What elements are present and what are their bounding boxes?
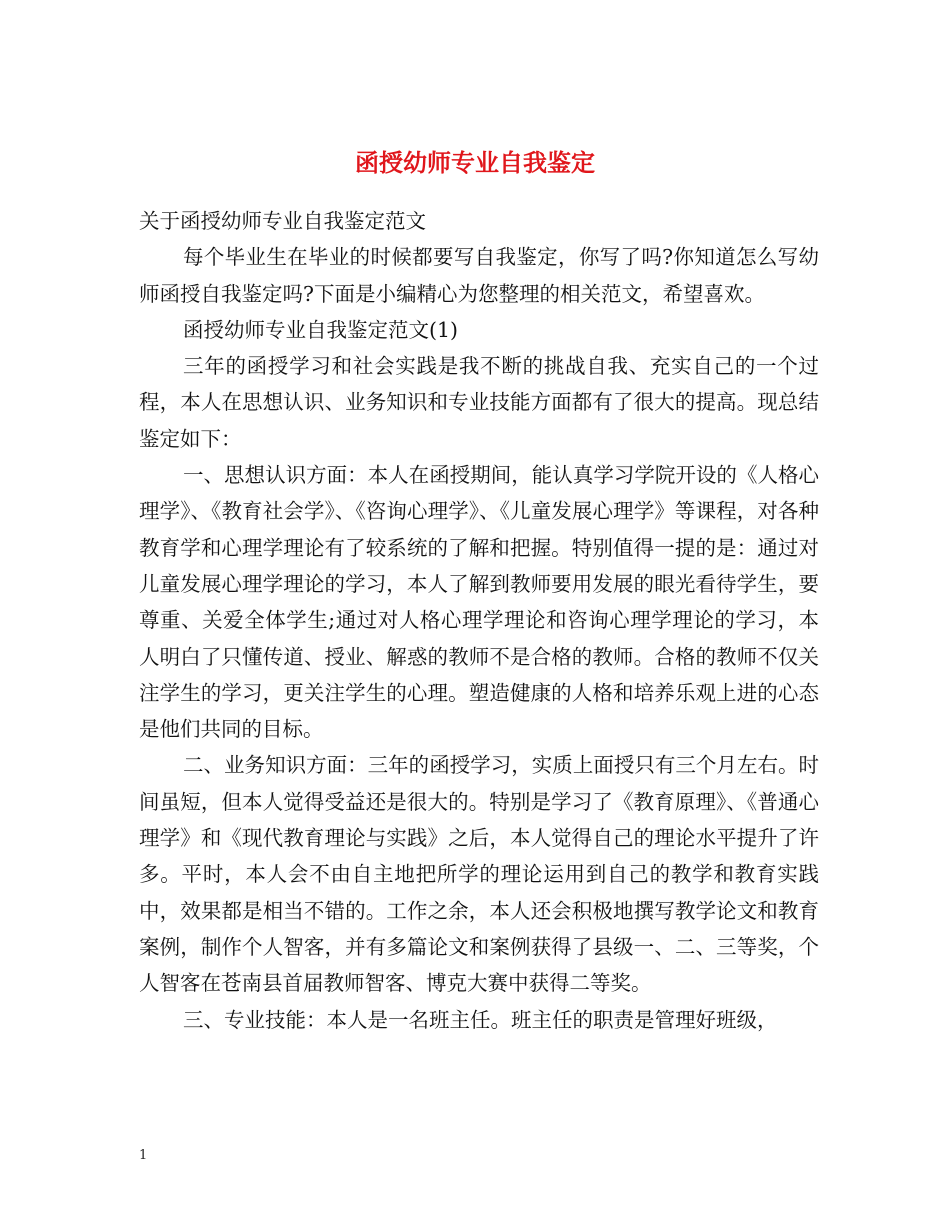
body-paragraph: 一、思想认识方面：本人在函授期间，能认真学习学院开设的《人格心理学》、《教育社会学》、《咨询心理学》、《儿童发展心理学》等课程，对各种教育学和心理学理论有了较系统的了解和把握。特别值得一提的是：通过对儿童发展心理学理论的学习，本人了解到教师要用发展的眼光看待学生，要尊重、关爱全体学生;通过对人格心理学理论和咨询心理学理论的学习，本人明白了只懂传道、授业、解惑的教师不是合格的教师。合格的教师不仅关注学生的学习，更关注学生的心理。塑造健康的人格和培养乐观上进的心态是他们共同的目标。 [139,463,819,742]
subtitle-paragraph: 关于函授幼师专业自我鉴定范文 [139,209,426,233]
section-heading: 函授幼师专业自我鉴定范文(1) [183,317,459,342]
body-paragraph: 三、专业技能：本人是一名班主任。班主任的职责是管理好班级， [183,1007,778,1032]
body-paragraph: 三年的函授学习和社会实践是我不断的挑战自我、充实自己的一个过程，本人在思想认识、业务知识和专业技能方面都有了很大的提高。现总结鉴定如下： [139,354,819,451]
body-paragraph: 二、业务知识方面：三年的函授学习，实质上面授只有三个月左右。时间虽短，但本人觉得受益还是很大的。特别是学习了《教育原理》、《普通心理学》和《现代教育理论与实践》之后，本人觉得自己的理论水平提升了许多。平时，本人会不由自主地把所学的理论运用到自己的教学和教育实践中，效果都是相当不错的。工作之余，本人还会积极地撰写教学论文和教育案例，制作个人智客，并有多篇论文和案例获得了县级一、二、三等奖，个人智客在苍南县首届教师智客、博克大赛中获得二等奖。 [139,753,819,996]
intro-paragraph: 每个毕业生在毕业的时候都要写自我鉴定，你写了吗?你知道怎么写幼师函授自我鉴定吗?下面是小编精心为您整理的相关范文，希望喜欢。 [139,245,819,306]
page-number: 1 [139,1148,148,1163]
document-title: 函授幼师专业自我鉴定 [355,148,595,178]
document-body [139,203,819,1038]
